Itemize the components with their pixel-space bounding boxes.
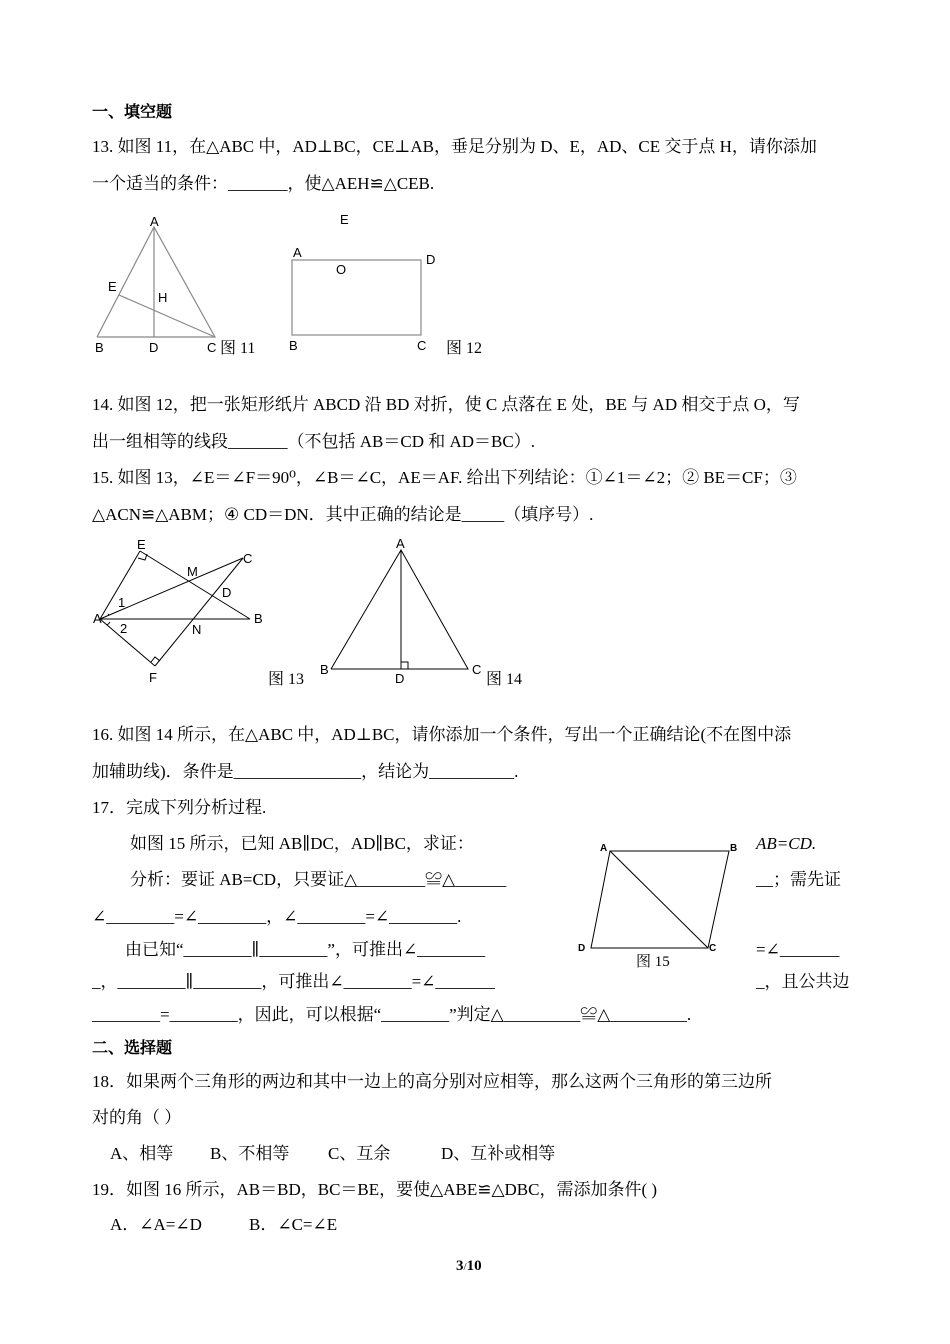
- fig11-label-d: D: [149, 340, 159, 355]
- fig15-label-c: C: [709, 943, 717, 954]
- q17-row4-right: =∠_______: [756, 940, 840, 959]
- fig12-caption: 图 12: [446, 340, 483, 357]
- fig14-label-b: B: [320, 662, 329, 677]
- fig13-label-n: N: [192, 622, 202, 637]
- fig13-label-1: 1: [118, 595, 126, 610]
- page-number: [456, 1256, 482, 1277]
- page-current: 3: [456, 1258, 464, 1274]
- q17-row5-right: _，且公共边: [756, 972, 850, 991]
- fig15-label-a: A: [600, 843, 608, 854]
- q16-line1: 16. 如图 14 所示，在△ABC 中，AD⊥BC，请你添加一个条件，写出一个正确结论(不在图中添: [92, 725, 792, 744]
- q14-line1: 14. 如图 12，把一张矩形纸片 ABCD 沿 BD 对折，使 C 点落在 E 处，BE 与 AD 相交于点 O，写: [92, 395, 800, 414]
- q15-line1: 15. 如图 13，∠E＝∠F＝90⁰，∠B＝∠C，AE＝AF. 给出下列结论：①∠1＝∠2；② BE＝CF；③: [92, 468, 797, 487]
- q18-option-a: A、相等: [110, 1144, 174, 1163]
- fig14-caption: 图 14: [486, 671, 523, 688]
- q18-option-c: C、互余: [328, 1144, 391, 1163]
- q18-option-b: B、不相等: [210, 1144, 290, 1163]
- fig11-label-c: C: [207, 340, 217, 355]
- fig14-label-d: D: [395, 671, 405, 686]
- fig11-label-a: A: [150, 214, 159, 229]
- fig12-label-c: C: [417, 338, 427, 353]
- q17-row3: ∠________=∠________，∠________=∠________.: [92, 907, 462, 926]
- fig15-caption: 图 15: [636, 954, 670, 970]
- fig13-label-d: D: [222, 585, 232, 600]
- fig14-label-c: C: [472, 662, 482, 677]
- q17-row2-left: 分析：要证 AB=CD，只要证△________≌△______: [130, 870, 507, 889]
- fig13-label-b: B: [254, 611, 263, 626]
- fig15-label-d: D: [578, 943, 586, 954]
- q15-line2: △ACN≌△ABM；④ CD＝DN．其中正确的结论是_____（填序号）.: [92, 505, 594, 524]
- section-title-fill-in: 一、填空题: [92, 102, 173, 121]
- fig11-label-b: B: [95, 340, 104, 355]
- fig13-label-f: F: [149, 670, 157, 685]
- fig13-label-m: M: [187, 564, 198, 579]
- fig13-label-e: E: [137, 537, 146, 552]
- fig11-label-h: H: [158, 290, 168, 305]
- fig13-label-c: C: [243, 551, 253, 566]
- fig12-label-o: O: [336, 262, 347, 277]
- q18-line2: 对的角（ ）: [92, 1108, 182, 1127]
- fig13-label-a: A: [93, 611, 102, 626]
- fig12-label-b: B: [289, 338, 298, 353]
- fig13-label-2: 2: [120, 621, 128, 636]
- q17-row6: ________=________，因此，可以根据“________”判定△_________≌△_________.: [92, 1005, 692, 1024]
- figure-13: [100, 548, 260, 673]
- q19-option-a: A．∠A=∠D: [110, 1215, 202, 1234]
- fig15-label-b: B: [730, 843, 738, 854]
- q17-title: 17．完成下列分析过程.: [92, 798, 267, 817]
- page-total: 10: [466, 1258, 482, 1274]
- q14-line2: 出一组相等的线段_______（不包括 AB＝CD 和 AD＝BC）.: [92, 432, 535, 451]
- section-title-choice: 二、选择题: [92, 1038, 173, 1057]
- figure-15: [590, 848, 735, 953]
- q16-line2: 加辅助线)．条件是_______________，结论为__________.: [92, 762, 519, 781]
- q17-row1-left: 如图 15 所示，已知 AB∥DC，AD∥BC，求证：: [130, 834, 474, 853]
- figure-12: [290, 258, 425, 338]
- q17-row5-left: _，________∥________，可推出∠________=∠_______: [92, 972, 495, 991]
- q18-option-d: D、互补或相等: [441, 1144, 556, 1163]
- q19-option-b: B．∠C=∠E: [249, 1215, 338, 1234]
- q13-line2: 一个适当的条件：_______，使△AEH≌△CEB.: [92, 174, 435, 193]
- fig11-label-e: E: [108, 279, 117, 294]
- fig12-label-d: D: [426, 252, 436, 267]
- page-separator: /: [463, 1261, 467, 1273]
- fig13-caption: 图 13: [268, 671, 305, 688]
- q17-row1-right: AB=CD.: [756, 834, 817, 853]
- fig12-label-e: E: [340, 212, 349, 227]
- q13-line1: 13. 如图 11，在△ABC 中，AD⊥BC，CE⊥AB，垂足分别为 D、E，AD、CE 交于点 H，请你添加: [92, 137, 817, 156]
- q17-row2-right: __；需先证: [756, 870, 841, 889]
- q18-line1: 18．如果两个三角形的两边和其中一边上的高分别对应相等，那么这两个三角形的第三边所: [92, 1072, 772, 1091]
- fig11-caption: 图 11: [220, 340, 256, 357]
- q17-row4-left: 由已知“________∥________”，可推出∠________: [125, 940, 486, 959]
- figure-14: [330, 548, 475, 673]
- fig12-label-a: A: [293, 245, 302, 260]
- fig14-label-a: A: [396, 536, 405, 551]
- q19-line1: 19．如图 16 所示，AB＝BD，BC＝BE，要使△ABE≌△DBC，需添加条件( ): [92, 1180, 658, 1199]
